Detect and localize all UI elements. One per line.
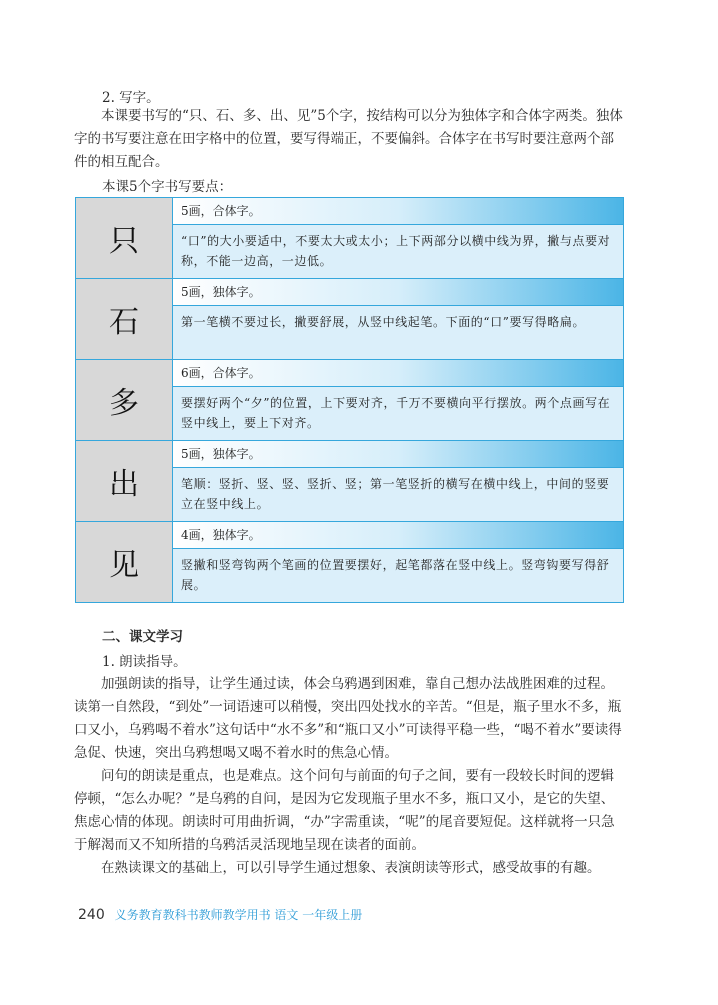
stroke-count: 5画，独体字。 [173, 441, 623, 468]
character-info [173, 441, 623, 521]
character-info [173, 360, 623, 440]
character-info [173, 198, 623, 278]
character-cell: 只 [76, 198, 173, 278]
character-cell: 多 [76, 360, 173, 440]
character-info [173, 522, 623, 602]
table-row [76, 278, 623, 359]
stroke-count: 5画，独体字。 [173, 279, 623, 306]
writing-paragraph-block [74, 105, 624, 174]
table-row [76, 198, 623, 278]
writing-note: 竖撇和竖弯钩两个笔画的位置要摆好，起笔都落在竖中线上。竖弯钩要写得舒展。 [173, 549, 623, 602]
character-cell: 石 [76, 279, 173, 359]
study-paragraphs [74, 673, 624, 880]
study-paragraph: 在熟读课文的基础上，可以引导学生通过想象、表演朗读等形式，感受故事的有趣。 [101, 860, 601, 876]
writing-note: 第一笔横不要过长，撇要舒展，从竖中线起笔。下面的“口”要写得略扁。 [173, 306, 623, 359]
writing-note: 笔顺：竖折、竖、竖、竖折、竖；第一笔竖折的横写在横中线上，中间的竖要立在竖中线上。 [173, 468, 623, 521]
character-writing-table [75, 197, 624, 603]
character-info [173, 279, 623, 359]
writing-paragraph: 本课要书写的“只、石、多、出、见”5个字，按结构可以分为独体字和合体字两类。独体字的书写要注意在田字格中的位置，要写得端正，不要偏斜。合体字在书写时要注意两个部件的相互配合。 [74, 108, 623, 170]
page-footer [78, 906, 362, 923]
stroke-count: 5画，合体字。 [173, 198, 623, 225]
character-cell: 见 [76, 522, 173, 602]
page-number: 240 [78, 907, 105, 923]
book-title: 义务教育教科书教师教学用书 语文 一年级上册 [114, 908, 363, 922]
table-row [76, 521, 623, 602]
study-paragraph: 加强朗读的指导，让学生通过读，体会乌鸦遇到困难，靠自己想办法战胜困难的过程。读第一自然段，“到处”一词语速可以稍慢，突出四处找水的辛苦。“但是，瓶子里水不多，瓶口又小，乌鸦喝不着水”这句话中“水不多”和“瓶口又小”可读得平稳一些，“喝不着水”要读得急促、快速，突出乌鸦想喝又喝不着水时的焦急心情。 [74, 676, 622, 761]
writing-heading: 2. 写字。 [102, 90, 160, 106]
writing-note: “口”的大小要适中，不要太大或太小；上下两部分以横中线为界，撇与点要对称，不能一边高，一边低。 [173, 225, 623, 278]
table-intro: 本课5个字书写要点： [102, 179, 233, 195]
stroke-count: 6画，合体字。 [173, 360, 623, 387]
character-cell: 出 [76, 441, 173, 521]
reading-guide-heading: 1. 朗读指导。 [102, 654, 187, 670]
section-title: 二、课文学习 [102, 629, 183, 645]
study-paragraph: 问句的朗读是重点，也是难点。这个问句与前面的句子之间，要有一段较长时间的逻辑停顿，“怎么办呢？”是乌鸦的自问，是因为它发现瓶子里水不多，瓶口又小，是它的失望、焦虑心情的体现。朗读时可用曲折调，“办”字需重读，“呢”的尾音要短促。这样就将一只急于解渴而又不知所措的乌鸦活灵活现地呈现在读者的面前。 [74, 768, 615, 853]
stroke-count: 4画，独体字。 [173, 522, 623, 549]
writing-note: 要摆好两个“夕”的位置，上下要对齐，千万不要横向平行摆放。两个点画写在竖中线上，要上下对齐。 [173, 387, 623, 440]
table-row [76, 359, 623, 440]
table-row [76, 440, 623, 521]
